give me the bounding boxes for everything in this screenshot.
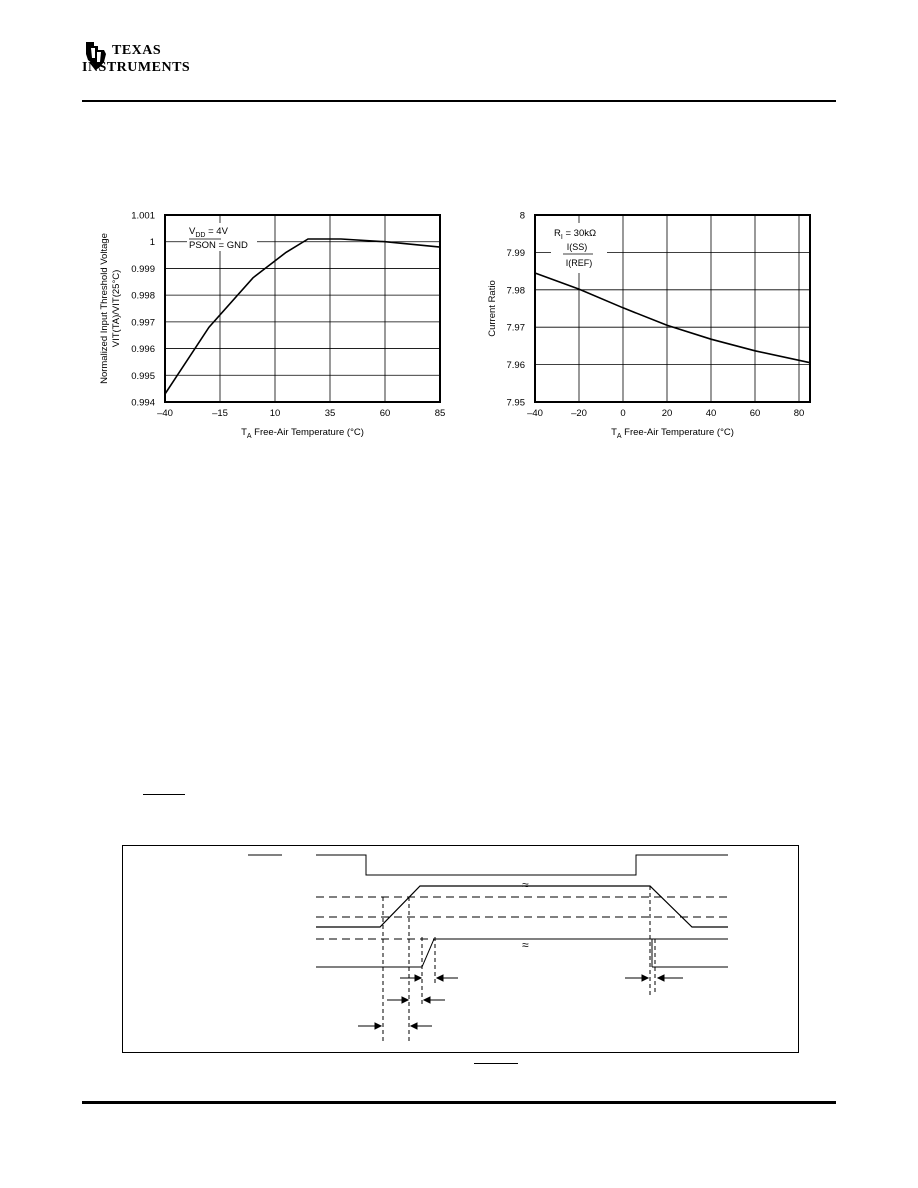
c1-y-tick-label: 0.999 xyxy=(131,263,155,275)
pson-waveform xyxy=(316,855,728,875)
c2-xlabel-main: T xyxy=(611,427,617,438)
c1-y-tick-label: 1 xyxy=(149,237,155,249)
chart1-y-axis-label-line1: Normalized Input Threshold Voltage xyxy=(99,233,110,384)
timing-diagram xyxy=(122,845,800,1055)
footer-rule xyxy=(82,1101,836,1104)
c2-x-tick-label: 80 xyxy=(793,408,805,419)
c1-x-tick-label: 60 xyxy=(379,408,391,419)
c2-y-tick-label: 8 xyxy=(519,210,525,222)
chart1-x-tick-labels xyxy=(157,408,445,419)
c1-xlabel-rest: Free-Air Temperature (°C) xyxy=(251,427,364,438)
chart2-annotation-denominator: I(REF) xyxy=(565,258,593,268)
chart2-series-line xyxy=(535,273,810,363)
c1-y-tick-label: 0.996 xyxy=(131,344,155,356)
c1-y-tick-label: 0.998 xyxy=(131,290,155,302)
break-mark-bottom: ≈ xyxy=(522,938,529,952)
c2-annot1-subscript: I xyxy=(560,234,563,241)
c1-annot1-main: V xyxy=(189,226,196,237)
c1-x-tick-label: 85 xyxy=(434,408,446,419)
header-rule xyxy=(82,100,836,102)
c1-xlabel-subscript: A xyxy=(246,433,252,440)
chart1-y-tick-labels xyxy=(131,211,155,409)
chart1-annotation-pson: PSON = GND xyxy=(189,240,248,251)
c2-x-tick-label: 0 xyxy=(620,408,626,419)
c1-annot1-rest: = 4V xyxy=(205,226,228,237)
c2-x-tick-label: 20 xyxy=(661,408,673,419)
caption-overbar-mark xyxy=(474,1063,518,1064)
timing-frame xyxy=(123,846,799,1053)
chart2-x-axis-label xyxy=(611,427,734,440)
c2-y-tick-label: 7.98 xyxy=(506,285,525,297)
logo-line-texas: TEXAS xyxy=(112,43,162,58)
current-ratio-chart xyxy=(480,200,820,450)
chart2-y-tick-labels xyxy=(507,211,526,409)
chart1-series-line xyxy=(165,239,440,394)
chart1-x-axis-label xyxy=(241,427,364,440)
chart2-y-axis-label: Current Ratio xyxy=(487,280,498,337)
c1-xlabel-main: T xyxy=(241,427,247,438)
c1-x-tick-label: 10 xyxy=(269,408,281,419)
c2-xlabel-rest: Free-Air Temperature (°C) xyxy=(621,427,734,438)
chart1-y-axis-label-line2: VIT(TA)/VIT(25°C) xyxy=(111,269,122,348)
timing-arrows xyxy=(358,975,683,1029)
c2-xlabel-subscript: A xyxy=(616,433,622,440)
c2-y-tick-label: 7.96 xyxy=(506,360,525,372)
threshold-voltage-chart xyxy=(90,200,460,450)
c2-y-tick-label: 7.97 xyxy=(506,322,525,334)
c2-x-tick-label: –20 xyxy=(571,408,587,419)
c1-x-tick-label: –15 xyxy=(212,408,228,419)
c2-annot1-rest: = 30kΩ xyxy=(562,228,597,239)
c1-x-tick-label: –40 xyxy=(157,408,173,419)
c1-y-tick-label: 0.995 xyxy=(131,370,155,382)
c2-x-tick-label: 60 xyxy=(749,408,761,419)
text-overbar-mark xyxy=(143,794,185,795)
c2-annot1-main: R xyxy=(554,228,561,239)
break-mark-top: ≈ xyxy=(522,878,529,892)
chart2-annotation-numerator: I(SS) xyxy=(566,242,588,252)
c2-y-tick-label: 7.95 xyxy=(506,397,525,409)
output-ramp-waveform xyxy=(316,886,728,927)
chart2-x-tick-labels xyxy=(527,408,804,419)
c2-x-tick-label: –40 xyxy=(527,408,543,419)
c1-y-tick-label: 0.997 xyxy=(131,317,155,329)
c1-y-tick-label: 0.994 xyxy=(131,397,155,409)
c1-x-tick-label: 35 xyxy=(324,408,336,419)
ti-logo xyxy=(82,40,202,82)
c2-x-tick-label: 40 xyxy=(705,408,717,419)
logo-line-instruments: INSTRUMENTS xyxy=(82,60,191,75)
c1-y-tick-label: 1.001 xyxy=(131,210,155,222)
c1-annot1-subscript: DD xyxy=(195,232,206,239)
c2-y-tick-label: 7.99 xyxy=(506,247,525,259)
